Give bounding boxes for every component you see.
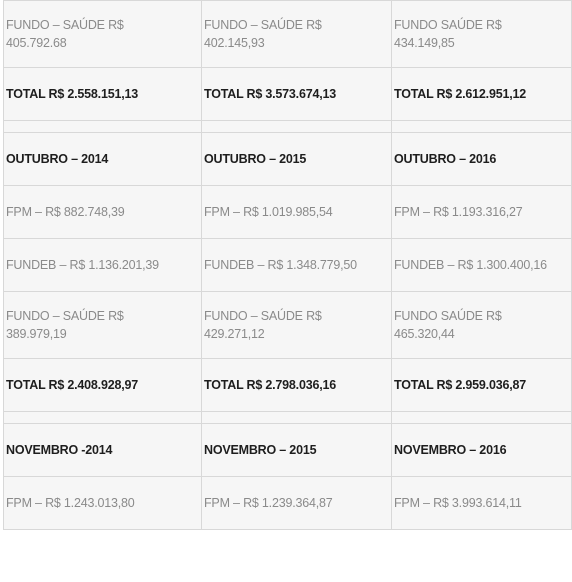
cell-text: TOTAL R$ 2.612.951,12: [394, 87, 526, 101]
cell-text: FUNDO – SAÚDE R$: [6, 309, 124, 323]
table-row: [4, 359, 572, 412]
table-cell: [202, 424, 392, 477]
cell-text: FPM – R$ 3.993.614,11: [394, 496, 522, 510]
cell-text: 389.979,19: [6, 327, 67, 341]
cell-text: NOVEMBRO – 2016: [394, 443, 507, 457]
table-cell: [4, 424, 202, 477]
cell-text: 402.145,93: [204, 36, 265, 50]
revenue-table-body: [4, 1, 572, 530]
table-cell: [202, 133, 392, 186]
cell-text: NOVEMBRO – 2015: [204, 443, 317, 457]
table-row: [4, 292, 572, 359]
table-cell: [202, 1, 392, 68]
cell-text: FPM – R$ 1.193.316,27: [394, 205, 523, 219]
table-cell: [4, 186, 202, 239]
cell-text: OUTUBRO – 2015: [204, 152, 307, 166]
cell-text: 465.320,44: [394, 327, 455, 341]
revenue-table: [3, 0, 572, 530]
table-cell: [4, 412, 202, 424]
cell-text: FUNDO SAÚDE R$: [394, 18, 502, 32]
cell-text: FPM – R$ 1.239.364,87: [204, 496, 333, 510]
table-cell: [4, 359, 202, 412]
table-cell: [4, 239, 202, 292]
cell-text: TOTAL R$ 2.798.036,16: [204, 378, 336, 392]
table-cell: [392, 1, 572, 68]
cell-text: TOTAL R$ 3.573.674,13: [204, 87, 336, 101]
cell-text: FUNDO – SAÚDE R$: [204, 309, 322, 323]
table-cell: [392, 239, 572, 292]
table-cell: [202, 68, 392, 121]
table-cell: [202, 359, 392, 412]
cell-text: FUNDO SAÚDE R$: [394, 309, 502, 323]
table-cell: [392, 133, 572, 186]
cell-text: FPM – R$ 882.748,39: [6, 205, 125, 219]
table-spacer-row: [4, 412, 572, 424]
cell-text: FUNDEB – R$ 1.136.201,39: [6, 258, 159, 272]
table-cell: [392, 412, 572, 424]
table-cell: [4, 121, 202, 133]
table-cell: [202, 121, 392, 133]
table-row: [4, 68, 572, 121]
table-cell: [392, 424, 572, 477]
cell-text: 429.271,12: [204, 327, 265, 341]
table-cell: [4, 292, 202, 359]
cell-text: OUTUBRO – 2014: [6, 152, 109, 166]
table-row: [4, 239, 572, 292]
table-cell: [392, 121, 572, 133]
cell-text: FPM – R$ 1.243.013,80: [6, 496, 135, 510]
cell-text: TOTAL R$ 2.408.928,97: [6, 378, 138, 392]
table-cell: [202, 186, 392, 239]
table-cell: [202, 477, 392, 530]
table-row: [4, 477, 572, 530]
cell-text: FUNDO – SAÚDE R$: [6, 18, 124, 32]
table-row: [4, 133, 572, 186]
cell-text: FPM – R$ 1.019.985,54: [204, 205, 333, 219]
cell-text: 405.792.68: [6, 36, 67, 50]
table-cell: [4, 68, 202, 121]
cell-text: FUNDEB – R$ 1.300.400,16: [394, 258, 547, 272]
table-cell: [202, 412, 392, 424]
cell-text: FUNDEB – R$ 1.348.779,50: [204, 258, 357, 272]
table-row: [4, 1, 572, 68]
table-cell: [392, 477, 572, 530]
table-cell: [392, 359, 572, 412]
cell-text: TOTAL R$ 2.558.151,13: [6, 87, 138, 101]
cell-text: NOVEMBRO -2014: [6, 443, 113, 457]
table-cell: [392, 292, 572, 359]
table-cell: [202, 239, 392, 292]
cell-text: 434.149,85: [394, 36, 455, 50]
table-cell: [202, 292, 392, 359]
cell-text: FUNDO – SAÚDE R$: [204, 18, 322, 32]
table-row: [4, 186, 572, 239]
cell-text: TOTAL R$ 2.959.036,87: [394, 378, 526, 392]
table-spacer-row: [4, 121, 572, 133]
table-cell: [392, 68, 572, 121]
table-cell: [4, 133, 202, 186]
table-cell: [392, 186, 572, 239]
table-cell: [4, 477, 202, 530]
table-cell: [4, 1, 202, 68]
cell-text: OUTUBRO – 2016: [394, 152, 497, 166]
table-row: [4, 424, 572, 477]
